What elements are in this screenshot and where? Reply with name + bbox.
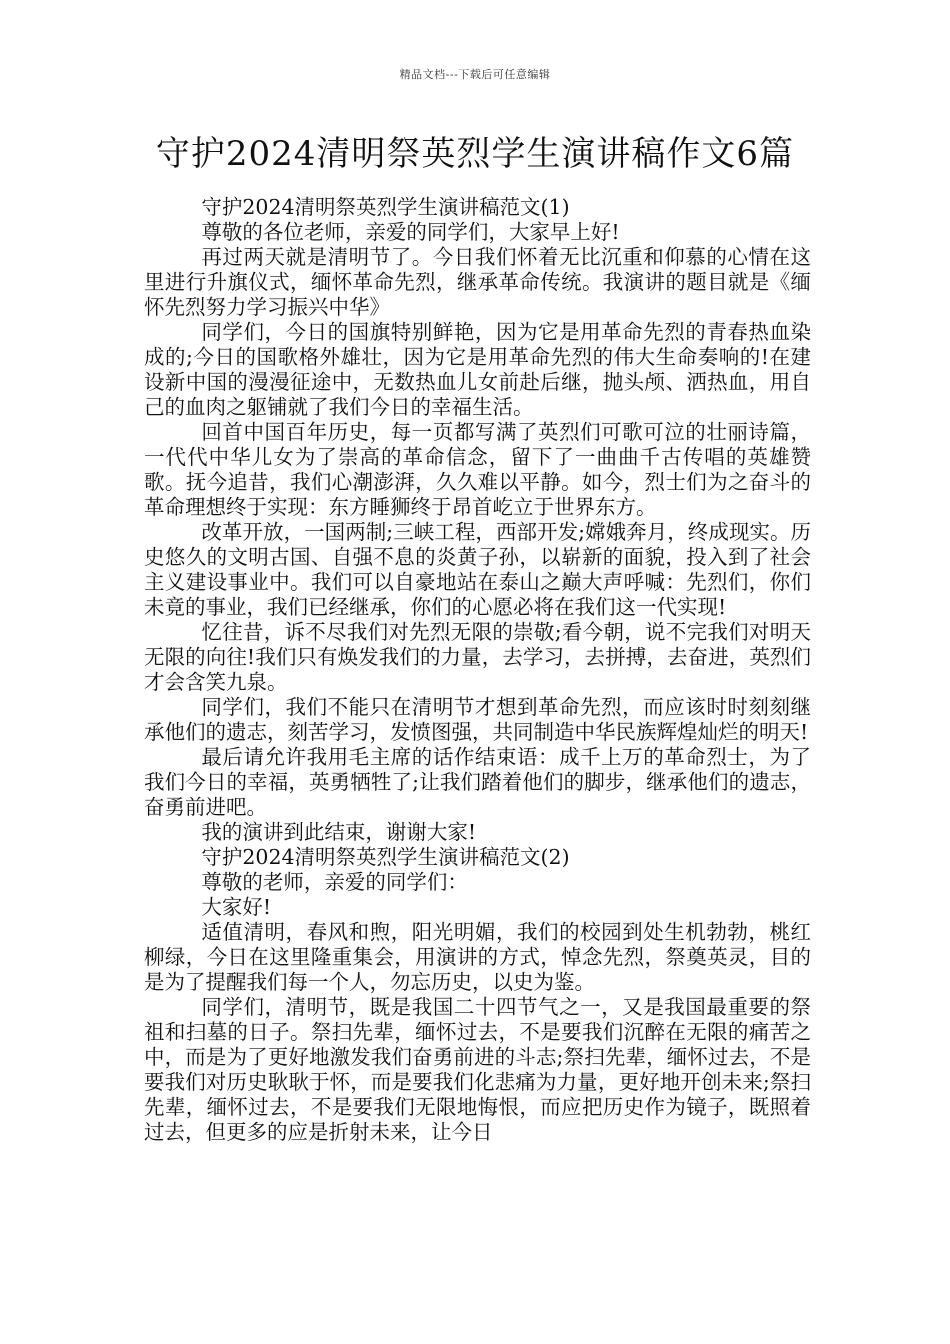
paragraph: 同学们，我们不能只在清明节才想到革命先烈，而应该时时刻刻继承他们的遗志，刻苦学习，发愤图强，共同制造中华民族辉煌灿烂的明天! — [144, 695, 811, 744]
paragraph: 忆往昔，诉不尽我们对先烈无限的崇敬;看今朝，说不完我们对明天无限的向往!我们只有焕发我们的力量，去学习，去拼搏，去奋进，英烈们才会含笑九泉。 — [144, 620, 811, 694]
paragraph: 再过两天就是清明节了。今日我们怀着无比沉重和仰慕的心情在这里进行升旗仪式，缅怀革命先烈，继承革命传统。我演讲的题目就是《缅怀先烈努力学习振兴中华》 — [144, 245, 811, 319]
paragraph: 同学们，清明节，既是我国二十四节气之一，又是我国最重要的祭祖和扫墓的日子。祭扫先辈，缅怀过去，不是要我们沉醉在无限的痛苦之中，而是为了更好地激发我们奋勇前进的斗志;祭扫先辈，缅怀过去，不是要我们对历史耿耿于怀，而是要我们化悲痛为力量，更好地开创未来;祭扫先辈，缅怀过去，不是要我们无限地悔恨，而应把历史作为镜子，既照着过去，但更多的应是折射未来，让今日 — [144, 995, 811, 1144]
paragraph: 我的演讲到此结束，谢谢大家! — [201, 820, 477, 844]
document-body — [144, 195, 811, 1145]
header-note: 精品文档---下载后可任意编辑 — [399, 68, 551, 81]
paragraph: 改革开放，一国两制;三峡工程，西部开发;嫦娥奔月，终成现实。历史悠久的文明古国、自强不息的炎黄子孙，以崭新的面貌，投入到了社会主义建设事业中。我们可以自豪地站在泰山之巅大声呼喊：先烈们，你们未竟的事业，我们已经继承，你们的心愿必将在我们这一代实现! — [144, 520, 811, 619]
document-title: 守护2024清明祭英烈学生演讲稿作文6篇 — [155, 134, 795, 174]
paragraph: 尊敬的各位老师，亲爱的同学们，大家早上好! — [201, 220, 620, 244]
paragraph: 守护2024清明祭英烈学生演讲稿范文(1) — [201, 195, 570, 219]
paragraph: 回首中国百年历史，每一页都写满了英烈们可歌可泣的壮丽诗篇，一代代中华儿女为了崇高的革命信念，留下了一曲曲千古传唱的英雄赞歌。抚今追昔，我们心潮澎湃，久久难以平静。如今，烈士们为之奋斗的革命理想终于实现：东方睡狮终于昂首屹立于世界东方。 — [144, 420, 811, 519]
paragraph: 尊敬的老师，亲爱的同学们： — [201, 870, 468, 894]
paragraph: 大家好! — [201, 895, 272, 919]
paragraph: 守护2024清明祭英烈学生演讲稿范文(2) — [201, 845, 570, 869]
paragraph: 同学们，今日的国旗特别鲜艳，因为它是用革命先烈的青春热血染成的;今日的国歌格外雄壮，因为它是用革命先烈的伟大生命奏响的!在建设新中国的漫漫征途中，无数热血儿女前赴后继，抛头颅、洒热血，用自己的血肉之躯铺就了我们今日的幸福生活。 — [144, 320, 811, 419]
paragraph: 最后请允许我用毛主席的话作结束语：成千上万的革命烈士，为了我们今日的幸福，英勇牺牲了;让我们踏着他们的脚步，继承他们的遗志，奋勇前进吧。 — [144, 745, 811, 819]
paragraph: 适值清明，春风和煦，阳光明媚，我们的校园到处生机勃勃，桃红柳绿，今日在这里隆重集会，用演讲的方式，悼念先烈，祭奠英灵，目的是为了提醒我们每一个人，勿忘历史，以史为鉴。 — [144, 920, 811, 994]
